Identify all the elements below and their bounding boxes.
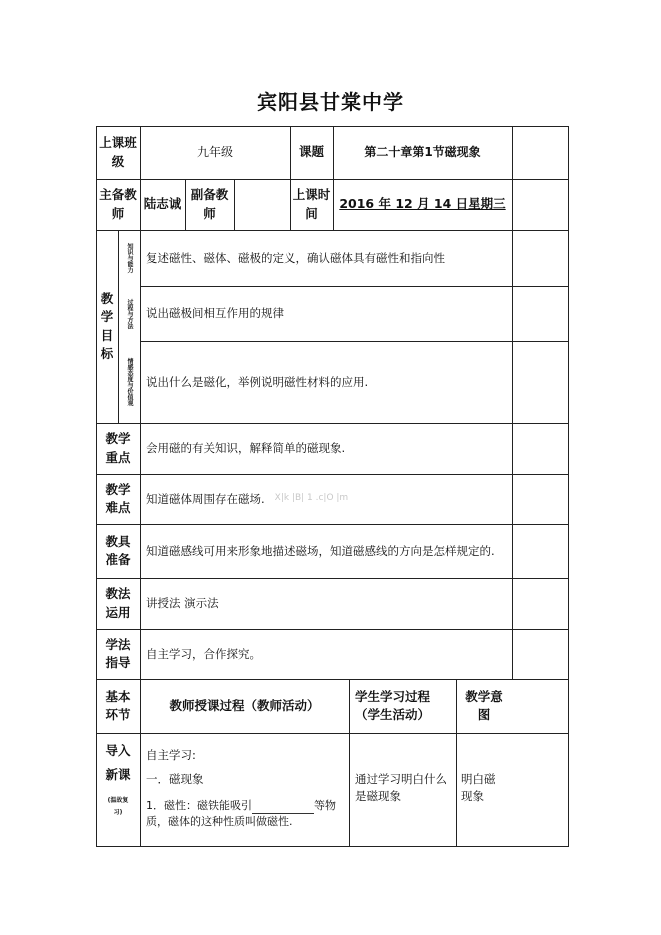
watermark-text: X|k |B| 1 .c|O |m [274,493,349,504]
teaching-method-label: 教法运用 [105,586,131,620]
intro-intent-text: 明白磁现象 [461,772,496,803]
goal-text: 说出磁极间相互作用的规律 [146,306,284,321]
class-value: 九年级 [196,144,233,159]
intro-label-cell [96,733,140,847]
goal-sub-label: 过程与方法 [126,298,133,329]
goals-label: 教学目标 [100,291,114,361]
key-points-text: 会用磁的有关知识，解释简单的磁现象. [146,441,346,456]
assist-teacher-value [234,179,290,230]
basic-stage-label: 基本环节 [105,688,131,722]
page-title: 宾阳县甘棠中学 [257,90,404,114]
assist-teacher-label: 副备教师 [190,187,229,221]
teaching-intent-header: 教学意图 [465,688,503,722]
goal-text: 说出什么是磁化，举例说明磁性材料的应用. [146,374,369,389]
intro-line: 一．磁现象 [146,771,204,786]
goal-text: 复述磁性、磁体、磁极的定义，确认磁体具有磁性和指向性 [146,250,445,265]
intro-teacher-cell [140,733,349,847]
topic-label: 课题 [298,144,324,160]
class-time-value: 2016 年 12 月 14 日星期三 [339,196,506,212]
teacher-process-header: 教师授课过程（教师活动） [169,697,320,713]
intro-student-text: 通过学习明白什么是磁现象 [355,772,447,803]
intro-item-1: 1．磁性：磁铁能吸引 等物质，磁体的这种性质叫做磁性. [146,799,336,828]
student-process-header: 学生学习过程（学生活动） [355,688,431,722]
class-label: 上课班级 [99,135,137,169]
topic-value: 第二十章第1节磁现象 [364,144,481,159]
intro-sub-label: (温故复习) [107,797,129,816]
teaching-aids-text: 知道磁感线可用来形象地描述磁场，知道磁感线的方向是怎样规定的. [146,543,495,558]
class-time-label: 上课时间 [292,187,331,221]
learning-guide-text: 自主学习，合作探究。 [146,646,261,661]
difficulty-label: 教学难点 [105,481,131,515]
difficulty-cell [140,474,512,524]
main-teacher-label: 主备教师 [99,187,137,221]
teaching-method-text: 讲授法 演示法 [146,596,219,611]
intro-label: 导入新课 [105,743,131,782]
goal-sub-label: 知识与能力 [126,243,133,273]
teaching-aids-label: 教具准备 [105,533,131,567]
learning-guide-label: 学法指导 [105,636,131,670]
main-teacher-value: 陆志诚 [143,196,182,212]
key-points-label: 教学重点 [105,431,131,465]
intro-line: 自主学习: [146,748,196,762]
answer-blank [252,802,314,814]
goal-sub-label: 情感态度与价值观 [126,358,133,406]
difficulty-text: 知道磁体周围存在磁场. [146,491,265,506]
